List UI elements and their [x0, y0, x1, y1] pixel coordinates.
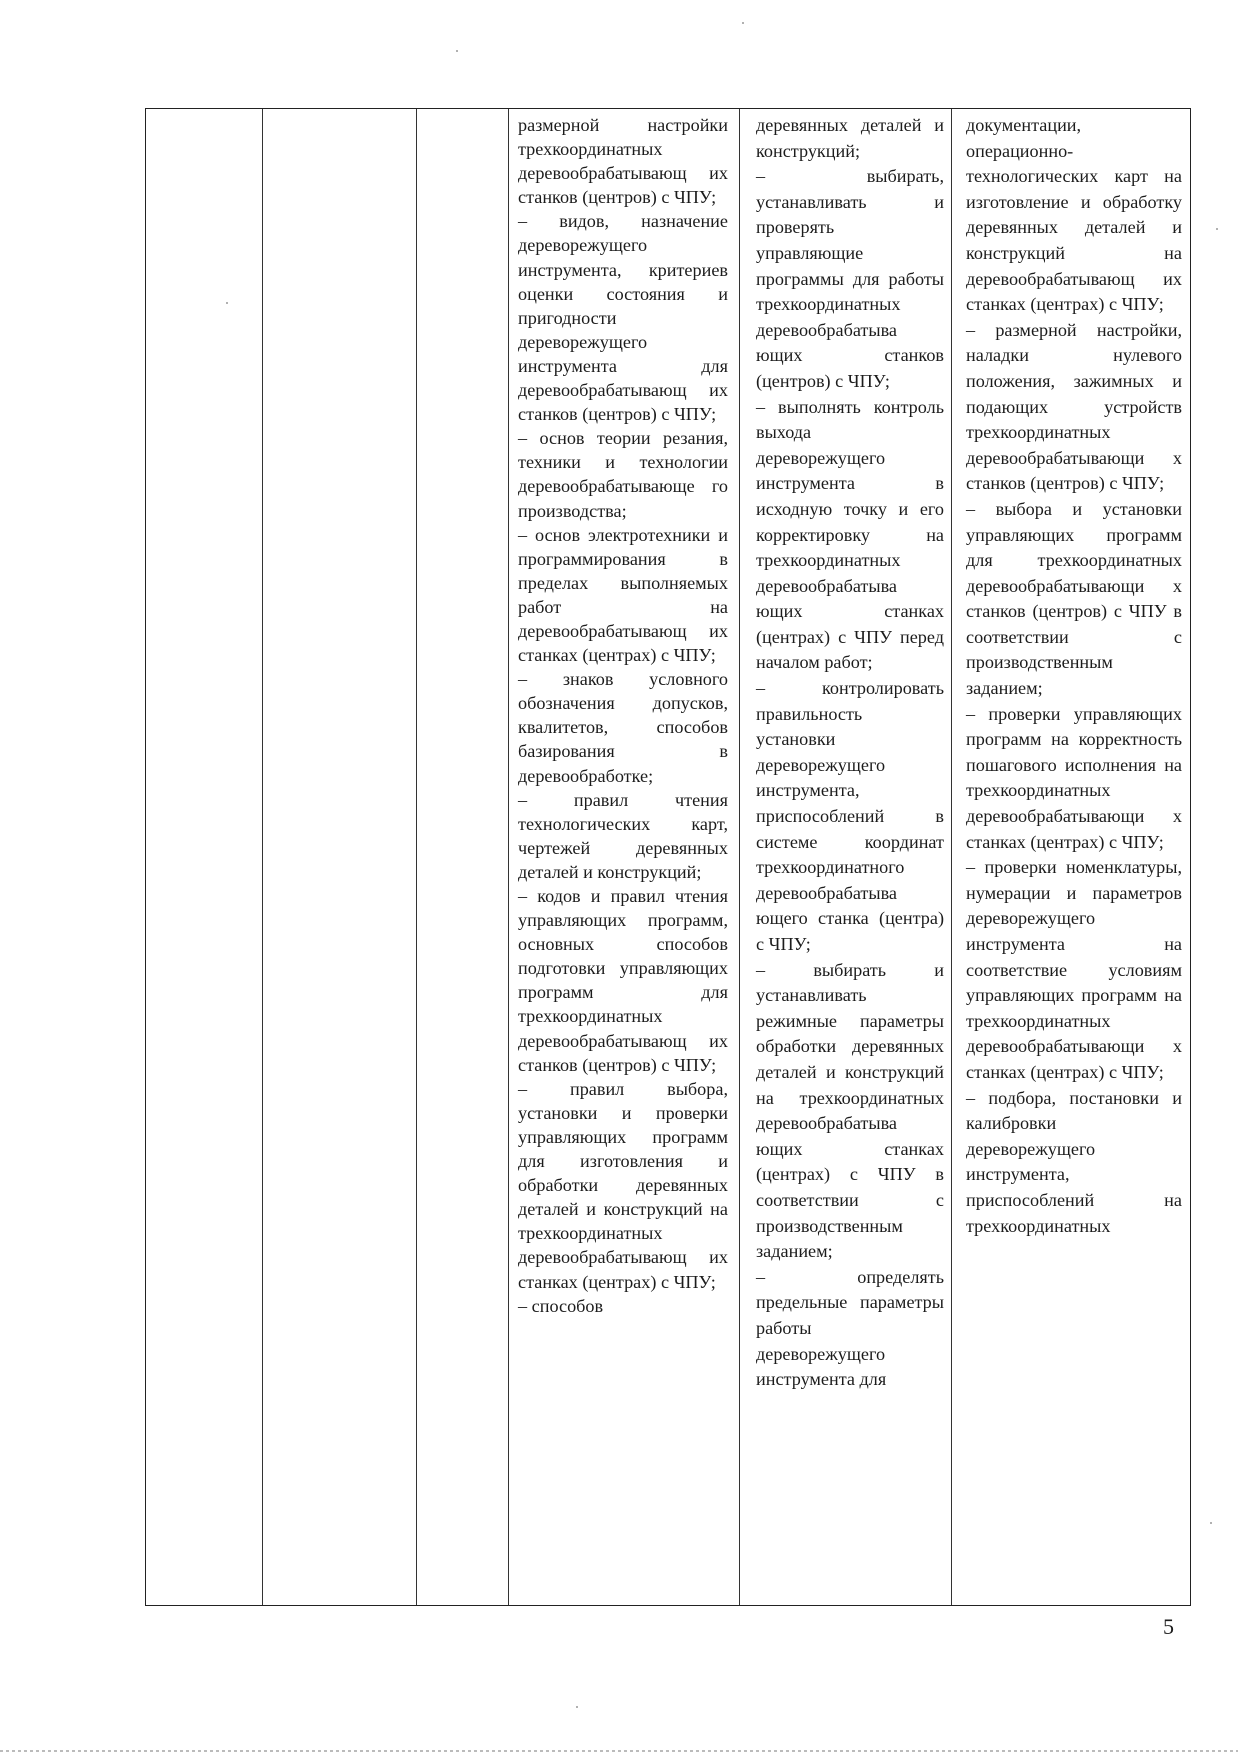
scan-speck [1210, 1522, 1212, 1524]
scan-speck [226, 302, 228, 304]
skill-item: – определять предельные параметры работы дереворежущего инструмента для [756, 1266, 944, 1390]
experience-item: – проверки управляющих программ на корректность пошагового исполнения на трехкоординатных деревообрабатывающи х станках (центрах) с ЧПУ; [966, 703, 1182, 852]
scan-speck [456, 50, 458, 52]
competency-table [145, 108, 1191, 1606]
scan-bottom-edge [0, 1750, 1238, 1752]
experience-item: – подбора, постановки и калибровки дереворежущего инструмента, приспособлений на трехкоординатных [966, 1087, 1182, 1236]
skill-item: – контролировать правильность установки дереворежущего инструмента, приспособлений в системе координат трехкоординатного деревообрабатыва ющего станка (центра) с ЧПУ; [756, 678, 944, 954]
page-number: 5 [1163, 1614, 1174, 1639]
knowledge-item: – знаков условного обозначения допусков, квалитетов, способов базирования в деревообработке; [518, 669, 728, 786]
knowledge-item: – правил выбора, установки и проверки управляющих программ для изготовления и обработки деревянных деталей и конструкций на трехкоординатных деревообрабатывающ их станках (центрах) с ЧПУ; [518, 1078, 728, 1292]
scan-speck [576, 1706, 578, 1708]
column-skills [756, 113, 944, 1393]
column-divider-3 [508, 109, 509, 1605]
knowledge-item: – правил чтения технологических карт, чертежей деревянных деталей и конструкций; [518, 789, 728, 882]
experience-item: – выбора и установки управляющих программ для трехкоординатных деревообрабатывающи х станков (центров) с ЧПУ в соответствии с производственным заданием; [966, 498, 1182, 699]
knowledge-item: – видов, назначение дереворежущего инструмента, критериев оценки состояния и пригодности дереворежущего инструмента для деревообрабатывающ их станков (центров) с ЧПУ; [518, 211, 728, 425]
skill-item: – выбирать и устанавливать режимные параметры обработки деревянных деталей и конструкций на трехкоординатных деревообрабатыва ющих станках (центрах) с ЧПУ в соответствии с производственным заданием; [756, 959, 944, 1262]
knowledge-item: – основ электротехники и программирования в пределах выполняемых работ на деревообрабатывающ их станках (центрах) с ЧПУ; [518, 524, 728, 666]
column-divider-1 [262, 109, 263, 1605]
column-divider-4 [739, 109, 740, 1605]
skill-item: деревянных деталей и конструкций; [756, 115, 944, 161]
skill-item: – выбирать, устанавливать и проверять управляющие программы для работы трехкоординатных деревообрабатыва ющих станков (центров) с ЧПУ; [756, 166, 944, 391]
knowledge-item: – кодов и правил чтения управляющих программ, основных способов подготовки управляющих программ для трехкоординатных деревообрабатывающ их станков (центров) с ЧПУ; [518, 886, 728, 1075]
scan-speck [1216, 228, 1218, 230]
column-practical-experience [966, 113, 1182, 1239]
column-knowledge [518, 113, 728, 1318]
experience-item: – размерной настройки, наладки нулевого положения, зажимных и подающих устройств трехкоординатных деревообрабатывающи х станков (центров) с ЧПУ; [966, 319, 1182, 494]
column-divider-5 [951, 109, 952, 1605]
scan-speck [742, 22, 744, 24]
skill-item: – выполнять контроль выхода дереворежущего инструмента в исходную точку и его корректировку на трехкоординатных деревообрабатыва ющих станках (центрах) с ЧПУ перед началом работ; [756, 396, 944, 673]
knowledge-item: размерной настройки трехкоординатных деревообрабатывающ их станков (центров) с ЧПУ; [518, 115, 728, 208]
experience-item: документации, операционно-технологических карт на изготовление и обработку деревянных деталей и конструкций на деревообрабатывающ их станках (центрах) с ЧПУ; [966, 115, 1182, 315]
knowledge-item: – способов [518, 1295, 604, 1316]
experience-item: – проверки номенклатуры, нумерации и параметров дереворежущего инструмента на соответствие условиям управляющих программ на трехкоординатных деревообрабатывающи х станках (центрах) с ЧПУ; [966, 857, 1182, 1082]
column-divider-2 [416, 109, 417, 1605]
knowledge-item: – основ теории резания, техники и технологии деревообрабатывающе го производства; [518, 428, 728, 521]
